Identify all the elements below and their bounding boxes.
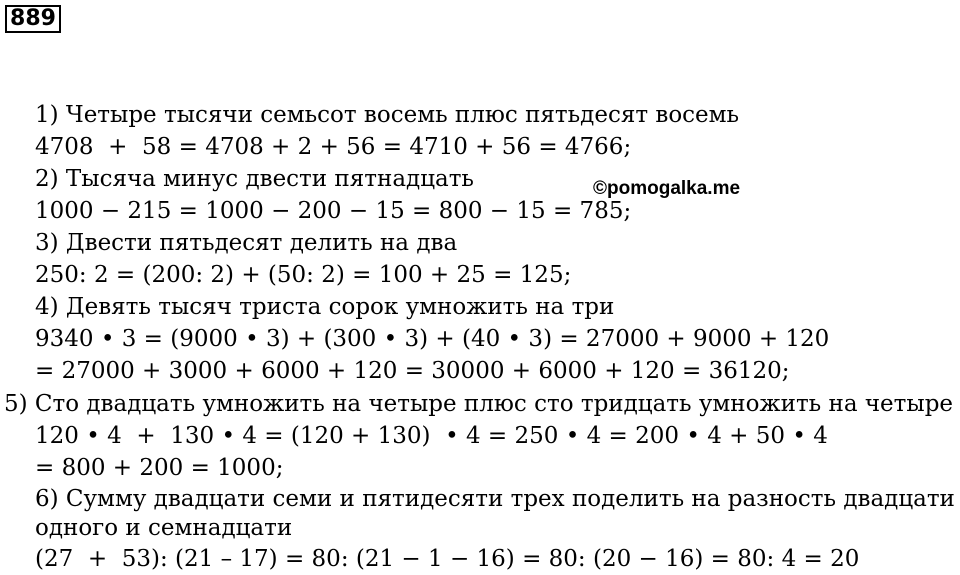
task-6-solution: (27 + 53): (21 – 17) = 80: (21 − 1 − 16) = 80: (20 − 16) = 80: 4 = 20 xyxy=(35,546,860,572)
task-4-solution-line-1: 9340 • 3 = (9000 • 3) + (300 • 3) + (40 • 3) = 27000 + 9000 + 120 xyxy=(35,326,830,352)
task-1-solution: 4708 + 58 = 4708 + 2 + 56 = 4710 + 56 = 4766; xyxy=(35,134,632,160)
task-1-statement: 1) Четыре тысячи семьсот восемь плюс пятьдесят восемь xyxy=(35,102,740,128)
task-5-solution-line-2: = 800 + 200 = 1000; xyxy=(35,455,284,481)
task-2-solution: 1000 − 215 = 1000 − 200 − 15 = 800 − 15 = 785; xyxy=(35,198,632,224)
task-5-solution-line-1: 120 • 4 + 130 • 4 = (120 + 130) • 4 = 250 • 4 = 200 • 4 + 50 • 4 xyxy=(35,423,828,449)
task-3-statement: 3) Двести пятьдесят делить на два xyxy=(35,230,458,256)
task-4-statement: 4) Девять тысяч триста сорок умножить на три xyxy=(35,294,615,320)
exercise-number: 889 xyxy=(5,5,61,33)
task-4-solution-line-2: = 27000 + 3000 + 6000 + 120 = 30000 + 6000 + 120 = 36120; xyxy=(35,358,790,384)
task-5-statement: 5) Сто двадцать умножить на четыре плюс сто тридцать умножить на четыре xyxy=(4,391,954,417)
task-6-statement-line-2: одного и семнадцати xyxy=(35,515,293,541)
watermark: ©pomogalka.me xyxy=(593,178,741,199)
task-3-solution: 250: 2 = (200: 2) + (50: 2) = 100 + 25 = 125; xyxy=(35,262,572,288)
task-6-statement-line-1: 6) Сумму двадцати семи и пятидесяти трех поделить на разность двадцати xyxy=(35,486,955,512)
task-2-statement: 2) Тысяча минус двести пятнадцать xyxy=(35,166,474,192)
